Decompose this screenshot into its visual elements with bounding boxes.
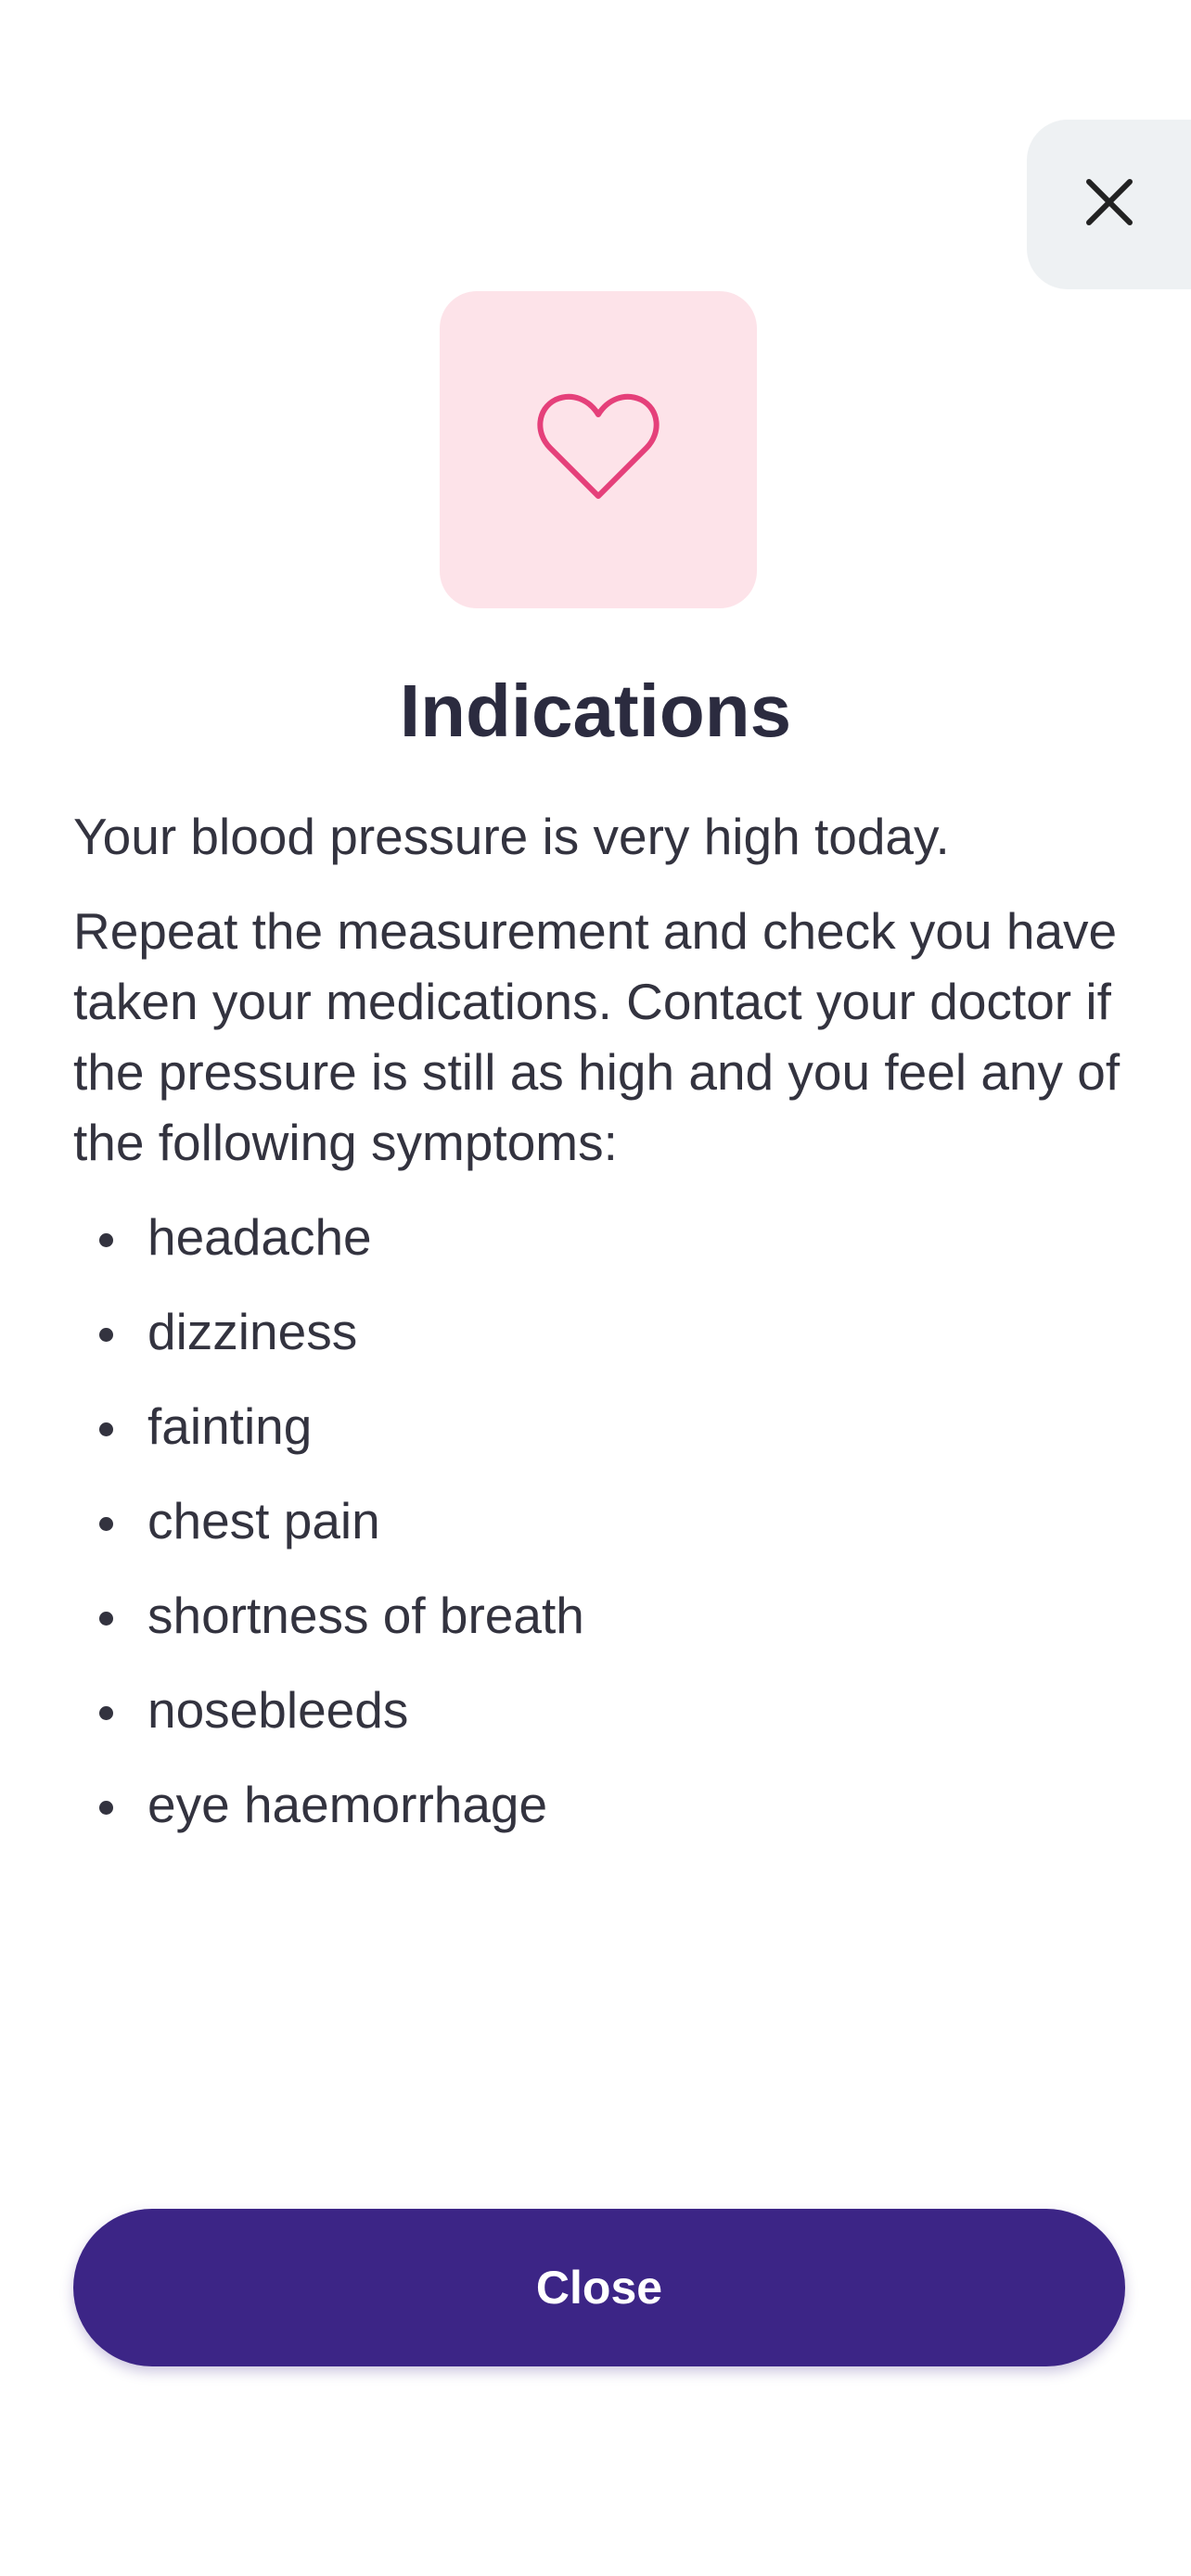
heart-icon-tile [440,291,757,608]
dialog-content [73,801,1131,1864]
list-item: chest pain [73,1486,1131,1580]
list-item: dizziness [73,1296,1131,1391]
symptoms-list [73,1202,1131,1864]
close-icon [1083,176,1135,233]
list-item: nosebleeds [73,1675,1131,1769]
instructions-text: Repeat the measurement and check you have taken your medications. Contact your doctor if the pressure is still as high and you feel any of the following symptoms: [73,902,1121,1171]
dialog-title: Indications [399,670,792,752]
list-item: shortness of breath [73,1580,1131,1675]
status-message: Your blood pressure is very high today. [73,808,950,865]
heart-icon [533,392,663,508]
list-item: headache [73,1202,1131,1296]
list-item: eye haemorrhage [73,1769,1131,1864]
dismiss-button[interactable] [1027,120,1191,289]
close-button[interactable]: Close [73,2209,1125,2366]
list-item: fainting [73,1391,1131,1486]
